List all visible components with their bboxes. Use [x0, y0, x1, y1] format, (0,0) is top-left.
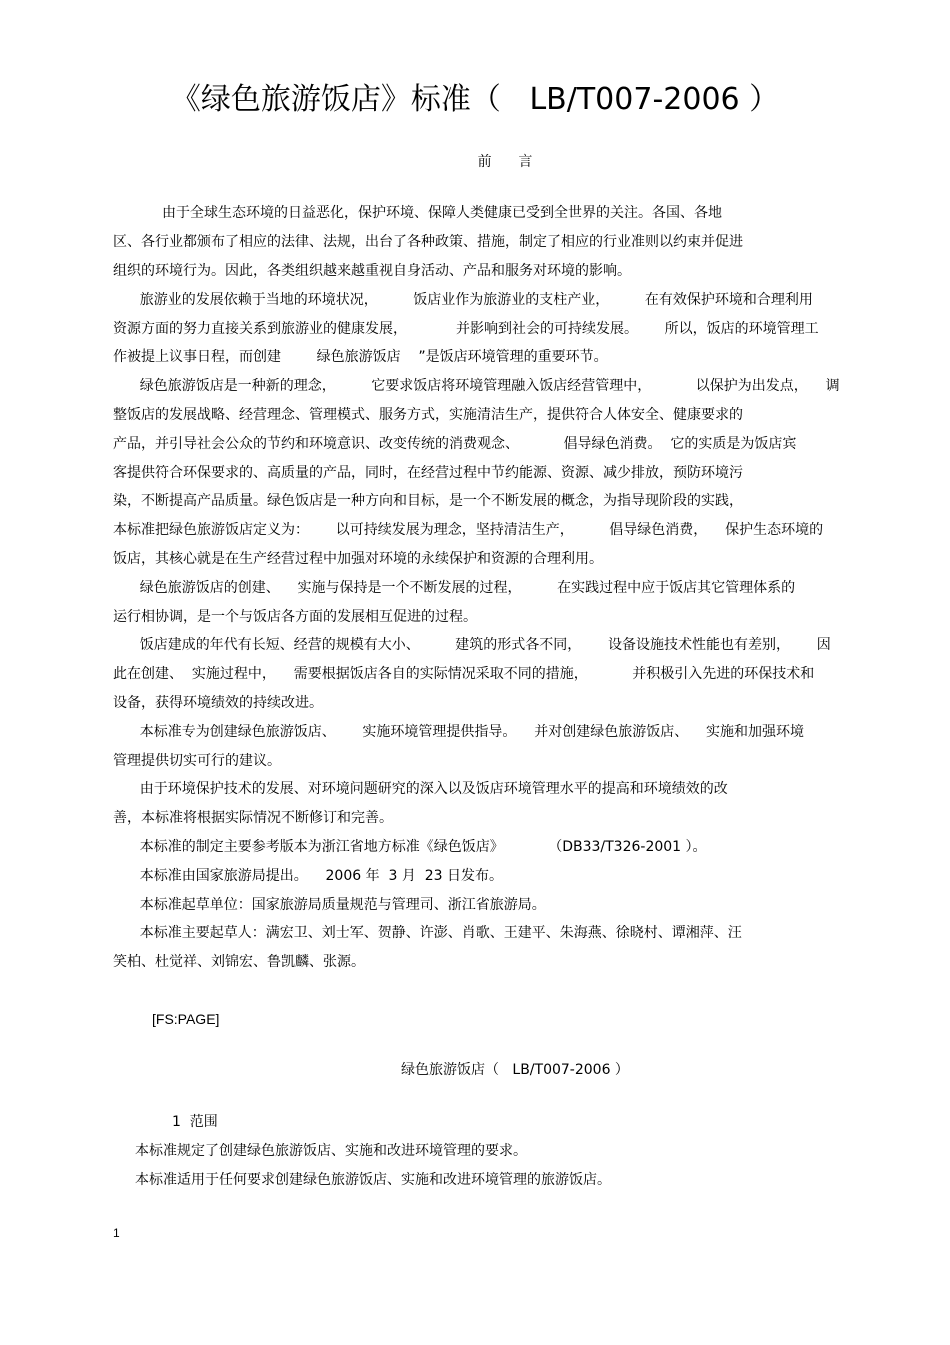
foreword-line: 组织的环境行为。因此，各类组织越来越重视自身活动、产品和服务对环境的影响。 [113, 263, 631, 279]
foreword-line: 绿色旅游饭店是一种新的理念， 它要求饭店将环境管理融入饭店经营管理中， 以保护为出发点， 调 [113, 378, 840, 394]
foreword-line: 本标准的制定主要参考版本为浙江省地方标准《绿色饭店》 （DB33/T326-2001 ）。 [113, 839, 707, 855]
foreword-line: 客提供符合环保要求的、高质量的产品，同时，在经营过程中节约能源、资源、减少排放，预防环境污 [113, 465, 743, 481]
foreword-line: 产品，并引导社会公众的节约和环境意识、改变传统的消费观念、 倡导绿色消费。 它的实质是为饭店宾 [113, 436, 797, 452]
section-heading: 1 范围 [172, 1114, 218, 1130]
document-title: 《绿色旅游饭店》标准（ LB/T007-2006 ） [170, 82, 780, 117]
foreword-line: 区、各行业都颁布了相应的法律、法规，出台了各种政策、措施，制定了相应的行业准则以约束并促进 [113, 234, 743, 250]
foreword-line: 资源方面的努力直接关系到旅游业的健康发展， 并影响到社会的可持续发展。 所以，饭店的环境管理工 [113, 321, 819, 337]
foreword-line: 绿色旅游饭店的创建、 实施与保持是一个不断发展的过程， 在实践过程中应于饭店其它管理体系的 [113, 580, 796, 596]
foreword-line: 饭店，其核心就是在生产经营过程中加强对环境的永续保护和资源的合理利用。 [113, 551, 603, 567]
standard-subtitle: 绿色旅游饭店（ LB/T007-2006 ） [401, 1062, 629, 1078]
foreword-line: 管理提供切实可行的建议。 [113, 753, 281, 769]
foreword-line: 染，不断提高产品质量。绿色饭店是一种方向和目标，是一个不断发展的概念，为指导现阶段的实践， [113, 493, 743, 509]
foreword-line: 由于环境保护技术的发展、对环境问题研究的深入以及饭店环境管理水平的提高和环境绩效的改 [113, 781, 728, 797]
foreword-heading: 前 言 [477, 154, 533, 170]
foreword-line: 设备，获得环境绩效的持续改进。 [113, 695, 323, 711]
foreword-line: 本标准专为创建绿色旅游饭店、 实施环境管理提供指导。 并对创建绿色旅游饭店、 实施和加强环境 [113, 724, 805, 740]
foreword-line: 作被提上议事日程，而创建 绿色旅游饭店 ”是饭店环境管理的重要环节。 [113, 349, 608, 365]
foreword-line: 运行相协调，是一个与饭店各方面的发展相互促进的过程。 [113, 609, 477, 625]
foreword-line: 善，本标准将根据实际情况不断修订和完善。 [113, 810, 393, 826]
foreword-line: 整饭店的发展战略、经营理念、管理模式、服务方式，实施清洁生产，提供符合人体安全、健康要求的 [113, 407, 743, 423]
foreword-line: 本标准起草单位：国家旅游局质量规范与管理司、浙江省旅游局。 [113, 897, 546, 913]
page-number: 1 [113, 1226, 120, 1240]
foreword-line: 本标准把绿色旅游饭店定义为： 以可持续发展为理念，坚持清洁生产， 倡导绿色消费， 保护生态环境的 [113, 522, 824, 538]
foreword-line: 本标准由国家旅游局提出。 2006 年 3 月 23 日发布。 [113, 868, 504, 884]
foreword-line: 笑柏、杜觉祥、刘锦宏、鲁凯麟、张源。 [113, 954, 365, 970]
foreword-line: 此在创建、 实施过程中， 需要根据饭店各自的实际情况采取不同的措施， 并积极引入先进的环保技术和 [113, 666, 815, 682]
foreword-line: 旅游业的发展依赖于当地的环境状况， 饭店业作为旅游业的支柱产业， 在有效保护环境和合理利用 [113, 292, 813, 308]
foreword-line: 由于全球生态环境的日益恶化，保护环境、保障人类健康已受到全世界的关注。各国、各地 [113, 205, 722, 221]
foreword-line: 本标准主要起草人：满宏卫、刘士军、贺静、许澎、肖歌、王建平、朱海燕、徐晓村、谭湘萍、汪 [113, 925, 742, 941]
section-text-line: 本标准规定了创建绿色旅游饭店、实施和改进环境管理的要求。 [135, 1143, 527, 1159]
page-break-marker: [FS:PAGE] [152, 1011, 220, 1027]
foreword-line: 饭店建成的年代有长短、经营的规模有大小、 建筑的形式各不同， 设备设施技术性能也有差别， 因 [113, 637, 831, 653]
section-text-line: 本标准适用于任何要求创建绿色旅游饭店、实施和改进环境管理的旅游饭店。 [135, 1172, 611, 1188]
